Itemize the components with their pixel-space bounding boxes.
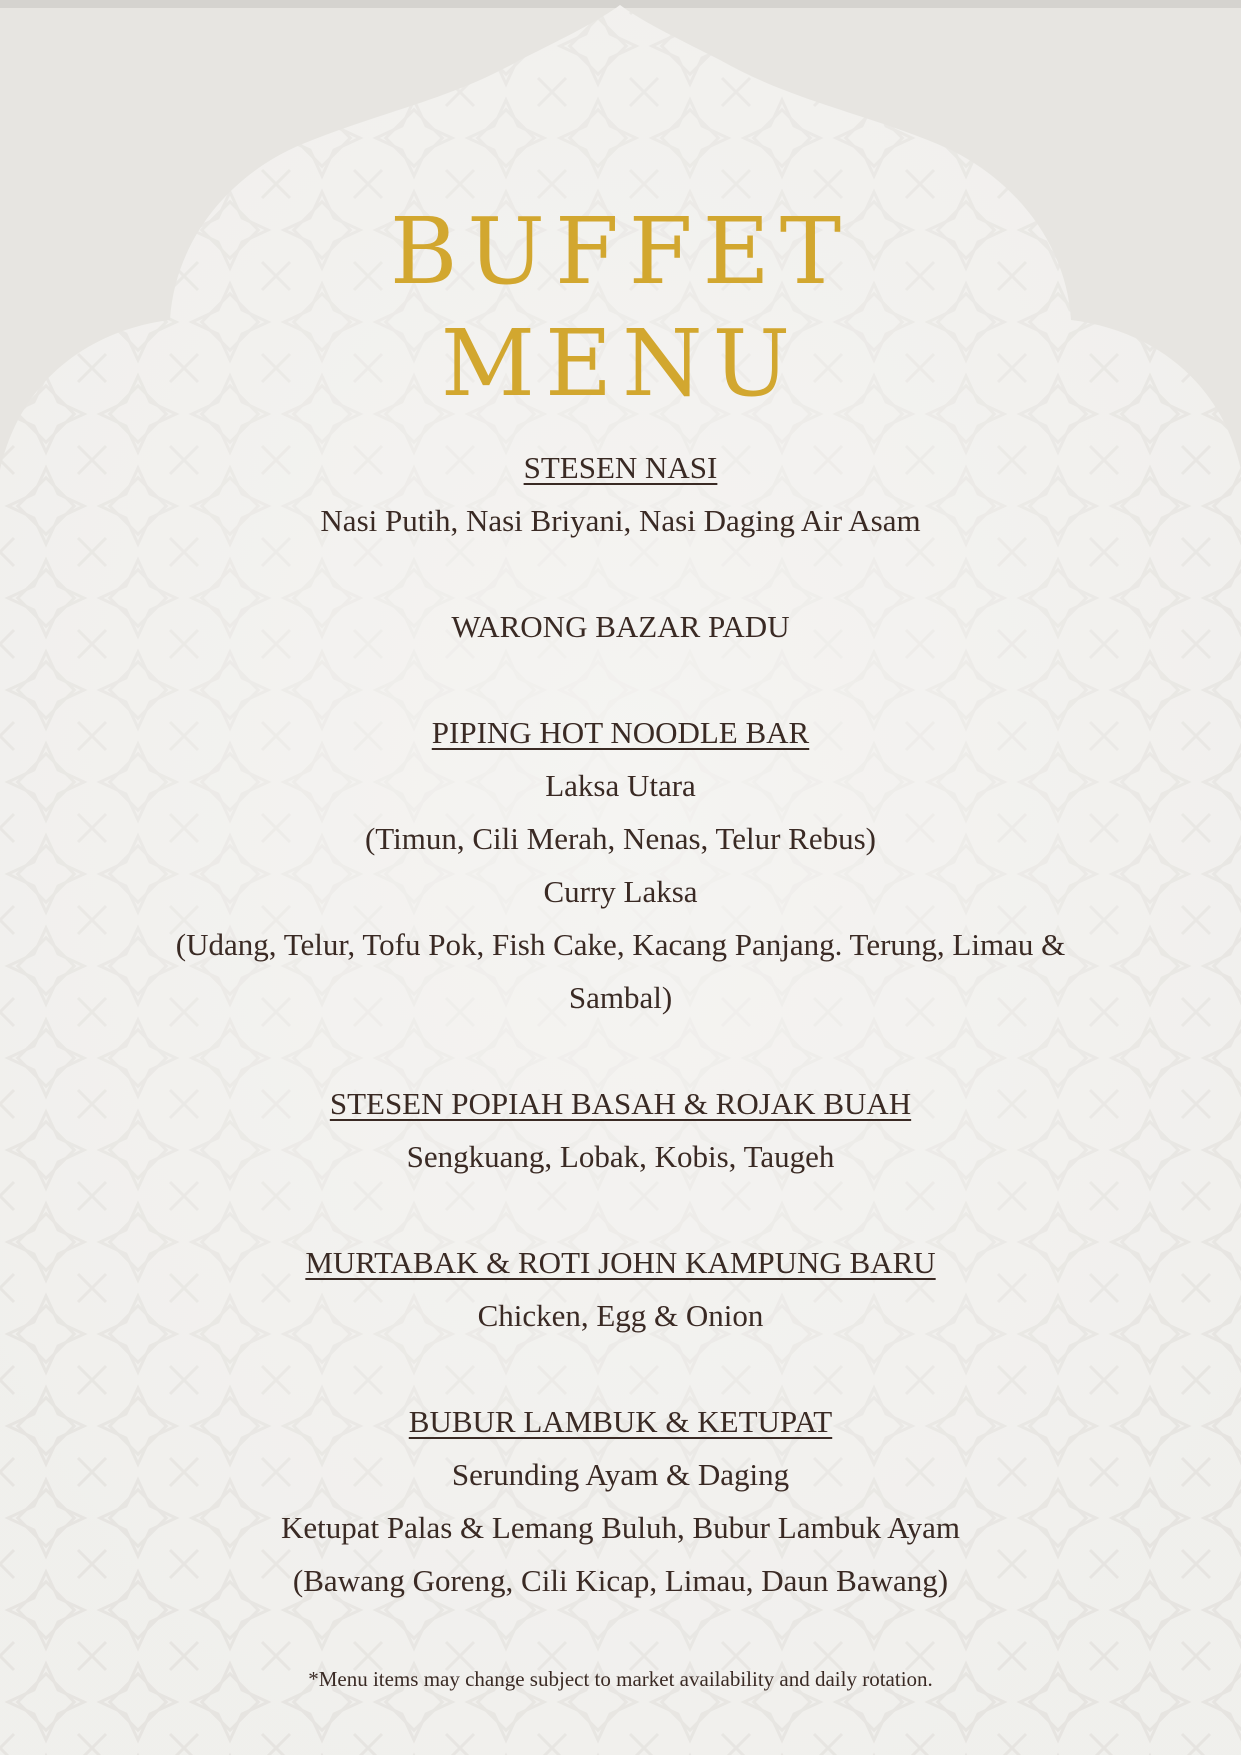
section-heading: STESEN NASI — [523, 450, 718, 485]
section-heading: PIPING HOT NOODLE BAR — [431, 715, 810, 750]
section-heading: STESEN POPIAH BASAH & ROJAK BUAH — [329, 1086, 912, 1121]
section-item: Laksa Utara — [545, 768, 696, 803]
section-item: Curry Laksa — [543, 874, 698, 909]
menu-title-line2: MENU — [440, 310, 801, 417]
section-item: Sambal) — [568, 980, 673, 1015]
section-item: Serunding Ayam & Daging — [451, 1457, 790, 1492]
section-item: Sengkuang, Lobak, Kobis, Taugeh — [406, 1139, 835, 1174]
section-item: Chicken, Egg & Onion — [477, 1298, 764, 1333]
menu-title-line1: BUFFET — [389, 198, 852, 305]
section-item: (Timun, Cili Merah, Nenas, Telur Rebus) — [364, 821, 876, 856]
section-heading: MURTABAK & ROTI JOHN KAMPUNG BARU — [305, 1245, 936, 1280]
footnote: *Menu items may change subject to market availability and daily rotation. — [308, 1667, 933, 1691]
section-item: Ketupat Palas & Lemang Buluh, Bubur Lambuk Ayam — [280, 1510, 961, 1545]
section-item: (Udang, Telur, Tofu Pok, Fish Cake, Kacang Panjang. Terung, Limau & — [175, 927, 1066, 962]
section-item: (Bawang Goreng, Cili Kicap, Limau, Daun Bawang) — [292, 1563, 949, 1598]
section-heading: WARONG BAZAR PADU — [451, 609, 790, 644]
section-item: Nasi Putih, Nasi Briyani, Nasi Daging Air Asam — [320, 503, 921, 538]
section-heading: BUBUR LAMBUK & KETUPAT — [408, 1404, 833, 1439]
